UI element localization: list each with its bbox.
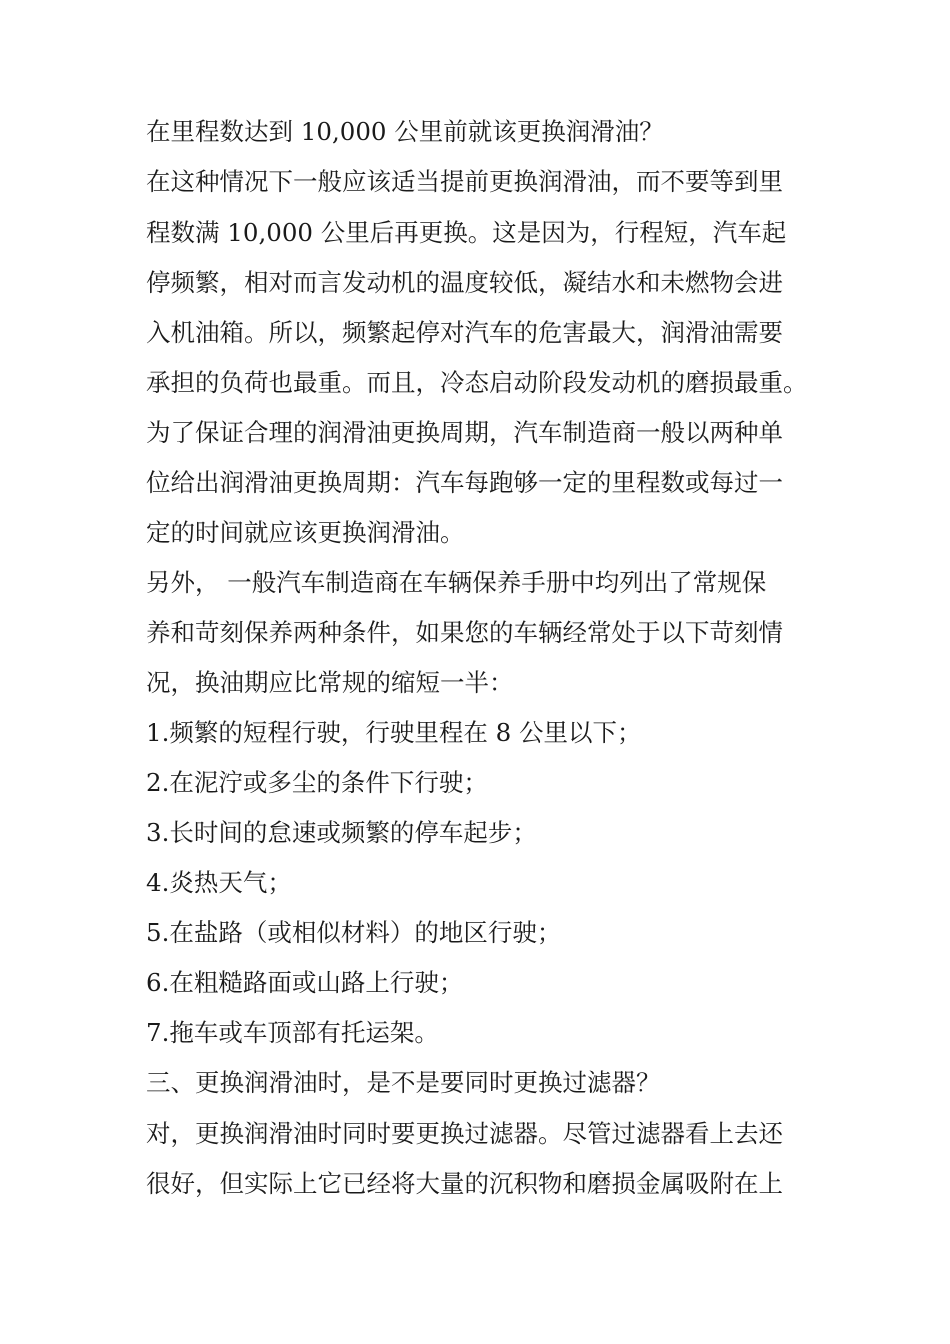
text-line: 定的时间就应该更换润滑油。 (146, 518, 465, 547)
text-line: 况，换油期应比常规的缩短一半： (146, 668, 514, 697)
list-item: 5.在盐路（或相似材料）的地区行驶； (146, 918, 562, 947)
list-item: 3.长时间的怠速或频繁的停车起步； (146, 818, 537, 847)
text-line: 入机油箱。所以，频繁起停对汽车的危害最大，润滑油需要 (146, 318, 783, 347)
text-line: 承担的负荷也最重。而且，冷态启动阶段发动机的磨损最重。 (146, 368, 808, 397)
list-item: 4.炎热天气； (146, 868, 292, 897)
text-line: 在这种情况下一般应该适当提前更换润滑油，而不要等到里 (146, 167, 783, 196)
list-item: 6.在粗糙路面或山路上行驶； (146, 968, 464, 997)
text-line: 养和苛刻保养两种条件，如果您的车辆经常处于以下苛刻情 (146, 618, 783, 647)
list-item: 7.拖车或车顶部有托运架。 (146, 1018, 439, 1047)
text-line: 程数满 10,000 公里后再更换。这是因为，行程短，汽车起 (146, 218, 787, 247)
list-item: 1.频繁的短程行驶，行驶里程在 8 公里以下； (146, 718, 642, 747)
text-line: 很好，但实际上它已经将大量的沉积物和磨损金属吸附在上 (146, 1169, 783, 1198)
section-heading: 三、更换润滑油时，是不是要同时更换过滤器？ (146, 1068, 661, 1097)
list-item: 2.在泥泞或多尘的条件下行驶； (146, 768, 488, 797)
text-line: 为了保证合理的润滑油更换周期，汽车制造商一般以两种单 (146, 418, 783, 447)
text-line: 停频繁，相对而言发动机的温度较低，凝结水和未燃物会进 (146, 268, 783, 297)
text-line: 对，更换润滑油时同时要更换过滤器。尽管过滤器看上去还 (146, 1119, 783, 1148)
text-line: 另外， 一般汽车制造商在车辆保养手册中均列出了常规保 (146, 568, 767, 597)
text-line: 位给出润滑油更换周期：汽车每跑够一定的里程数或每过一 (146, 468, 783, 497)
text-line: 在里程数达到 10,000 公里前就该更换润滑油？ (146, 117, 664, 146)
